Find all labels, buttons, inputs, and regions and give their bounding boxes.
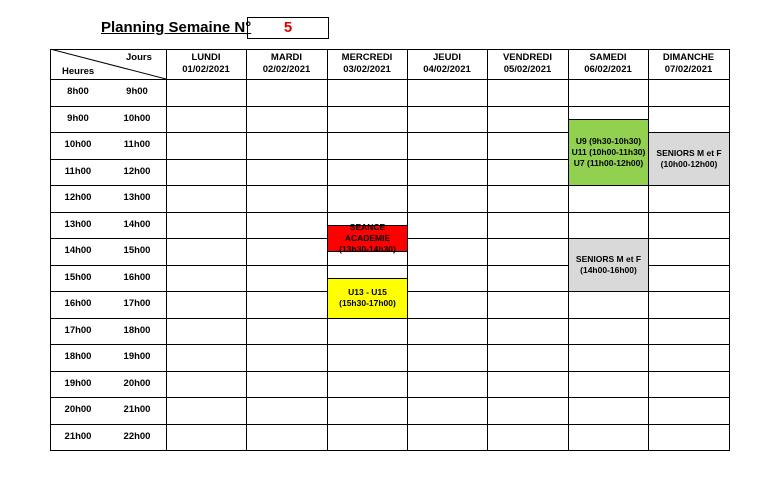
event-text: (10h00-12h00) — [660, 159, 718, 169]
hour-end: 12h00 — [123, 165, 151, 177]
grid-vline — [487, 49, 488, 451]
hour-start: 17h00 — [64, 324, 92, 336]
day-name: LUNDI — [191, 52, 221, 63]
event-samedi-seniors[interactable] — [568, 238, 649, 292]
hour-end: 19h00 — [123, 351, 151, 363]
hour-start: 8h00 — [67, 86, 89, 98]
hour-end: 22h00 — [123, 430, 151, 442]
day-date: 07/02/2021 — [664, 64, 713, 75]
event-text: U11 (10h00-11h30) — [571, 146, 646, 157]
hour-start: 12h00 — [64, 192, 92, 204]
day-date: 02/02/2021 — [262, 64, 311, 75]
grid-hline — [50, 450, 730, 451]
grid-hline — [50, 397, 730, 398]
grid-hline — [50, 371, 730, 372]
event-text: U9 (9h30-10h30) — [575, 135, 642, 146]
hour-end: 11h00 — [123, 139, 151, 151]
hour-end: 16h00 — [123, 271, 151, 283]
hour-end: 21h00 — [123, 404, 151, 416]
event-text: SEANCE ACADEMIE — [344, 222, 391, 243]
event-samedi-jeunes[interactable] — [568, 119, 649, 186]
hour-start: 13h00 — [64, 218, 92, 230]
day-date: 04/02/2021 — [423, 64, 471, 75]
grid-vline — [166, 49, 167, 451]
grid-hline — [50, 79, 730, 80]
corner-heures-label: Heures — [62, 66, 95, 77]
day-header-lundi — [166, 52, 246, 76]
hour-end: 18h00 — [123, 324, 151, 336]
hour-start: 10h00 — [64, 139, 92, 151]
day-name: MERCREDI — [341, 52, 393, 63]
day-date: 05/02/2021 — [503, 64, 552, 75]
day-name: VENDREDI — [502, 52, 553, 63]
grid-hline — [50, 424, 730, 425]
event-mercredi-u13[interactable] — [327, 278, 408, 319]
hour-end: 15h00 — [123, 245, 151, 257]
day-name: SAMEDI — [589, 52, 627, 63]
title-row — [101, 17, 341, 39]
day-header-dimanche — [648, 52, 729, 76]
hour-end: 13h00 — [123, 192, 151, 204]
hour-end: 20h00 — [123, 377, 151, 389]
corner-jours-label: Jours — [126, 52, 152, 63]
grid-hline — [50, 49, 730, 50]
event-text: (13h30-14h30) — [339, 244, 396, 254]
event-mercredi-academie[interactable] — [327, 222, 408, 254]
grid-hline — [50, 344, 730, 345]
hour-end: 9h00 — [126, 86, 148, 98]
hour-start: 19h00 — [64, 377, 92, 389]
day-name: DIMANCHE — [662, 52, 715, 63]
event-text: (15h30-17h00) — [339, 298, 396, 309]
event-text: SENIORS M et F — [575, 254, 642, 264]
day-header-jeudi — [407, 52, 487, 76]
hour-start: 21h00 — [64, 430, 92, 442]
hour-start: 18h00 — [64, 351, 92, 363]
grid-vline — [729, 49, 730, 451]
event-text: SENIORS M et F — [656, 148, 722, 158]
day-date: 06/02/2021 — [584, 64, 632, 75]
event-text: (14h00-16h00) — [580, 265, 637, 275]
hour-start: 15h00 — [64, 271, 92, 283]
grid-hline — [50, 212, 730, 213]
hour-start: 9h00 — [67, 112, 89, 124]
grid-vline — [50, 49, 51, 451]
week-number: 5 — [247, 17, 329, 39]
grid-hline — [50, 106, 730, 107]
hour-start: 16h00 — [64, 298, 92, 310]
day-header-vendredi — [487, 52, 568, 76]
day-header-mercredi — [327, 52, 407, 76]
event-dimanche-seniors[interactable] — [648, 132, 730, 186]
day-header-samedi — [568, 52, 648, 76]
day-date: 01/02/2021 — [182, 64, 230, 75]
page-title: Planning Semaine N° — [101, 19, 252, 36]
day-name: JEUDI — [433, 52, 461, 63]
hour-start: 14h00 — [64, 245, 92, 257]
hour-start: 20h00 — [64, 404, 92, 416]
event-text: U13 - U15 — [348, 287, 387, 298]
day-name: MARDI — [270, 52, 303, 63]
hour-end: 17h00 — [123, 298, 151, 310]
hour-end: 14h00 — [123, 218, 151, 230]
day-date: 03/02/2021 — [343, 64, 391, 75]
event-text: U7 (11h00-12h00) — [573, 157, 644, 168]
day-header-mardi — [246, 52, 327, 76]
hour-start: 11h00 — [64, 165, 92, 177]
grid-vline — [246, 49, 247, 451]
hour-end: 10h00 — [123, 112, 151, 124]
